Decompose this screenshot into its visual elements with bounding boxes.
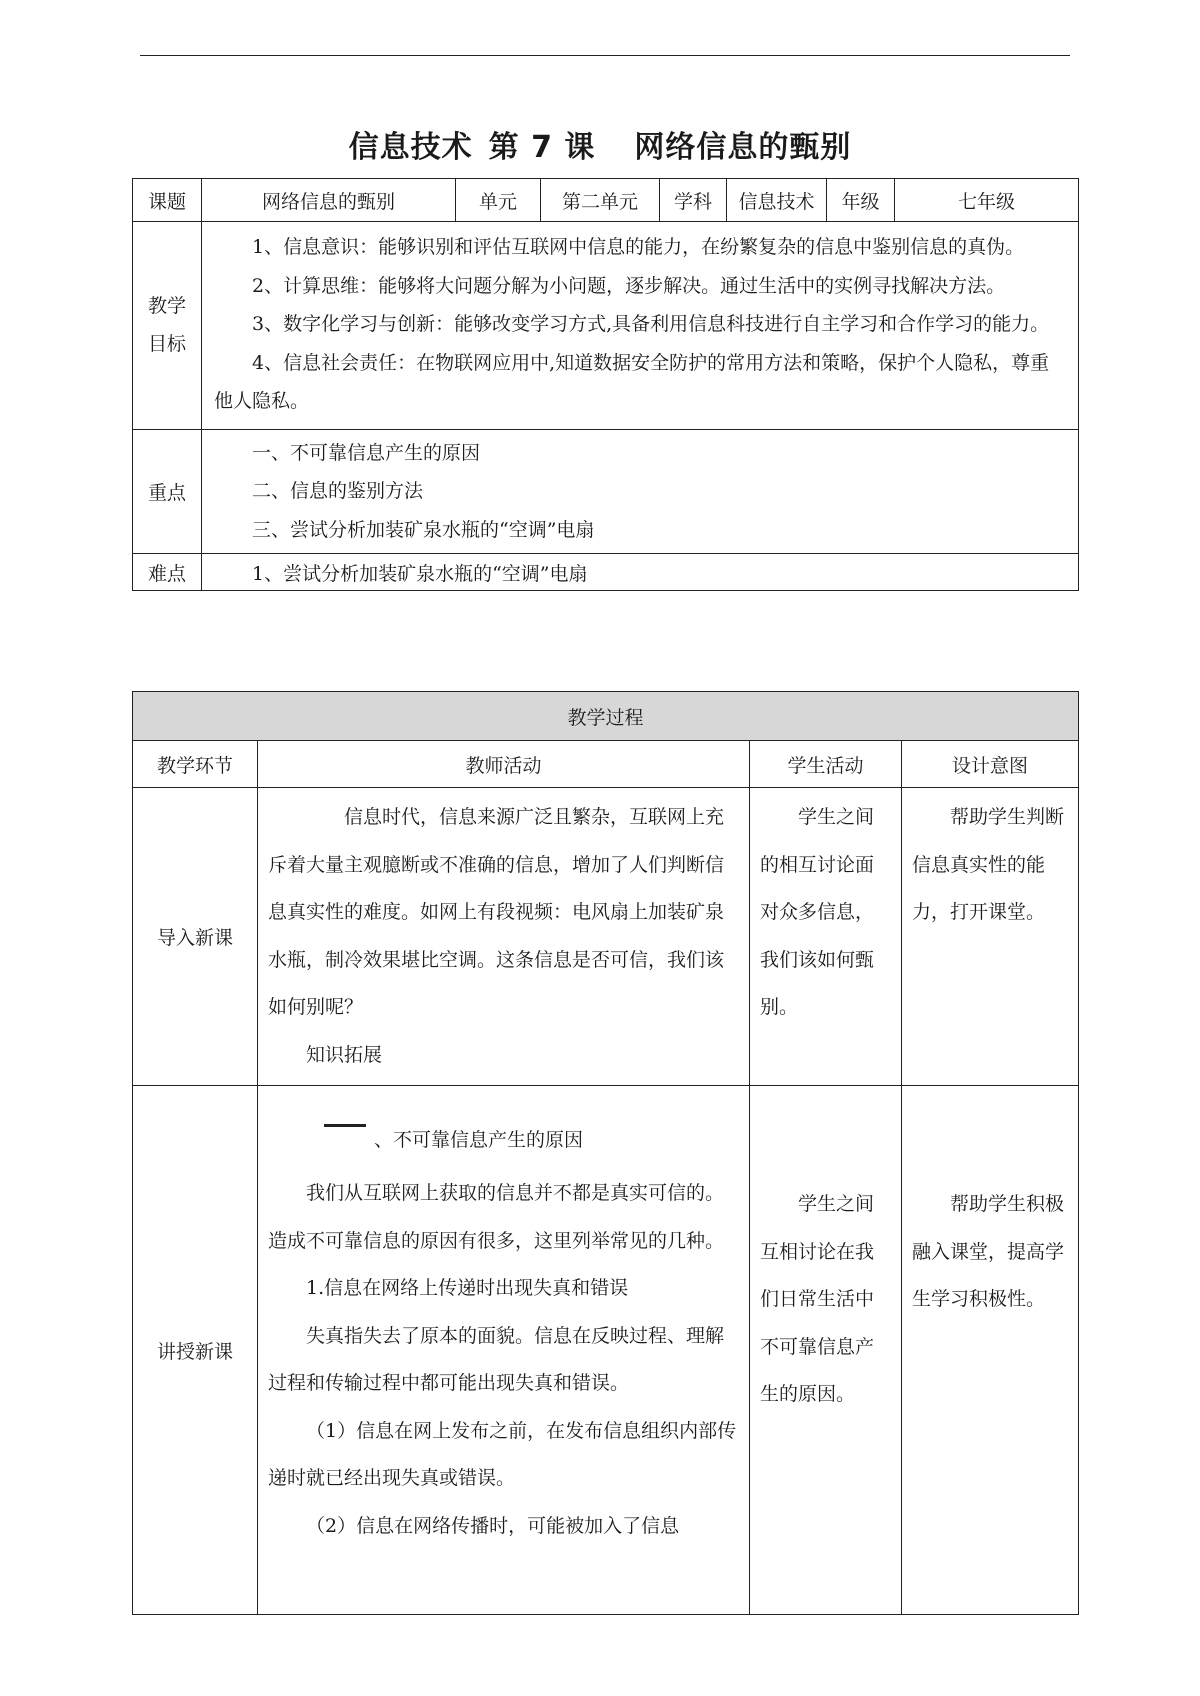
- heading-text: 、不可靠信息产生的原因: [374, 1129, 584, 1151]
- key-point-item: 一、不可靠信息产生的原因: [252, 441, 481, 464]
- difficulty-row: [133, 554, 1079, 591]
- key-point-item: 二、信息的鉴别方法: [252, 480, 424, 502]
- student-text: 学生之间互相讨论在我们日常生活中不可靠信息产生的原因。: [760, 1193, 875, 1405]
- process-header-row: [133, 692, 1079, 741]
- intent-text: 帮助学生判断信息真实性的能力，打开课堂。: [912, 806, 1065, 923]
- teacher-paragraph: 我们从互联网上获取的信息并不都是真实可信的。造成不可靠信息的原因有很多，这里列举常见的几种。: [268, 1182, 725, 1252]
- difficulty-content: [202, 554, 1079, 591]
- teacher-paragraph: （1）信息在网上发布之前，在发布信息组织内部传递时就已经出现失真或错误。: [268, 1419, 737, 1489]
- grade-value: 七年级: [895, 179, 1079, 222]
- page-title: [0, 122, 1200, 166]
- section-heading: [268, 1110, 739, 1170]
- student-text: 学生之间的相互讨论面对众多信息，我们该如何甄别。: [760, 806, 875, 1018]
- teaching-process-table: [132, 691, 1079, 1615]
- title-topic: 网络信息的甄别: [634, 130, 852, 165]
- goal-item: 3、数字化学习与创新：能够改变学习方式,具备利用信息科技进行自主学习和合作学习的能力。: [252, 313, 1050, 335]
- table-row: [133, 788, 1079, 1086]
- stage-cell: 导入新课: [133, 788, 258, 1086]
- table-row: [133, 1086, 1079, 1615]
- title-subject: 信息技术: [348, 130, 473, 165]
- teacher-paragraph: （2）信息在网络传播时，可能被加入了信息: [306, 1514, 680, 1537]
- design-intent: [902, 788, 1079, 1086]
- heading-mark: [324, 1124, 366, 1127]
- key-points-content: [202, 429, 1079, 554]
- topic-label: 课题: [133, 179, 202, 222]
- teacher-paragraph: 失真指失去了原本的面貌。信息在反映过程、理解过程和传输过程中都可能出现失真和错误。: [268, 1324, 725, 1394]
- column-header: 教师活动: [258, 741, 750, 788]
- teacher-paragraph: 1.信息在网络上传递时出现失真和错误: [306, 1277, 629, 1299]
- lesson-info-table: [132, 178, 1079, 591]
- key-points-row: [133, 429, 1079, 554]
- column-header: 设计意图: [902, 741, 1079, 788]
- title-lesson: 第 7 课: [488, 130, 596, 165]
- subject-value: 信息技术: [727, 179, 827, 222]
- header-rule: [140, 55, 1070, 56]
- column-header: 教学环节: [133, 741, 258, 788]
- process-header: 教学过程: [133, 692, 1079, 741]
- difficulty-item: 1、尝试分析加装矿泉水瓶的“空调”电扇: [252, 562, 588, 585]
- key-point-item: 三、尝试分析加装矿泉水瓶的“空调”电扇: [252, 518, 595, 541]
- teacher-paragraph: 知识拓展: [306, 1043, 383, 1066]
- intent-text: 帮助学生积极融入课堂，提高学生学习积极性。: [912, 1193, 1065, 1310]
- goals-label: 教学目标: [133, 222, 202, 430]
- column-header-row: [133, 741, 1079, 788]
- goal-item: 2、计算思维：能够将大问题分解为小问题，逐步解决。通过生活中的实例寻找解决方法。: [252, 274, 1006, 297]
- teacher-activity: [258, 1086, 750, 1615]
- student-activity: [750, 1086, 902, 1615]
- subject-label: 学科: [660, 179, 727, 222]
- column-header: 学生活动: [750, 741, 902, 788]
- teacher-activity: [258, 788, 750, 1086]
- key-points-label: 重点: [133, 429, 202, 554]
- teacher-paragraph: 信息时代，信息来源广泛且繁杂，互联网上充斥着大量主观臆断或不准确的信息，增加了人们判断信息真实性的难度。如网上有段视频：电风扇上加装矿泉水瓶，制冷效果堪比空调。这条信息是否可信，我们该如何别呢？: [268, 806, 725, 1018]
- unit-value: 第二单元: [541, 179, 660, 222]
- info-row: [133, 179, 1079, 222]
- topic-value: 网络信息的甄别: [202, 179, 456, 222]
- goals-content: [202, 222, 1079, 430]
- goals-row: [133, 222, 1079, 430]
- goal-item: 1、信息意识：能够识别和评估互联网中信息的能力，在纷繁复杂的信息中鉴别信息的真伪。: [252, 236, 1025, 258]
- unit-label: 单元: [456, 179, 541, 222]
- stage-cell: 讲授新课: [133, 1086, 258, 1615]
- student-activity: [750, 788, 902, 1086]
- difficulty-label: 难点: [133, 554, 202, 591]
- design-intent: [902, 1086, 1079, 1615]
- grade-label: 年级: [827, 179, 895, 222]
- goal-item: 4、信息社会责任：在物联网应用中,知道数据安全防护的常用方法和策略，保护个人隐私，尊重他人隐私。: [214, 351, 1050, 412]
